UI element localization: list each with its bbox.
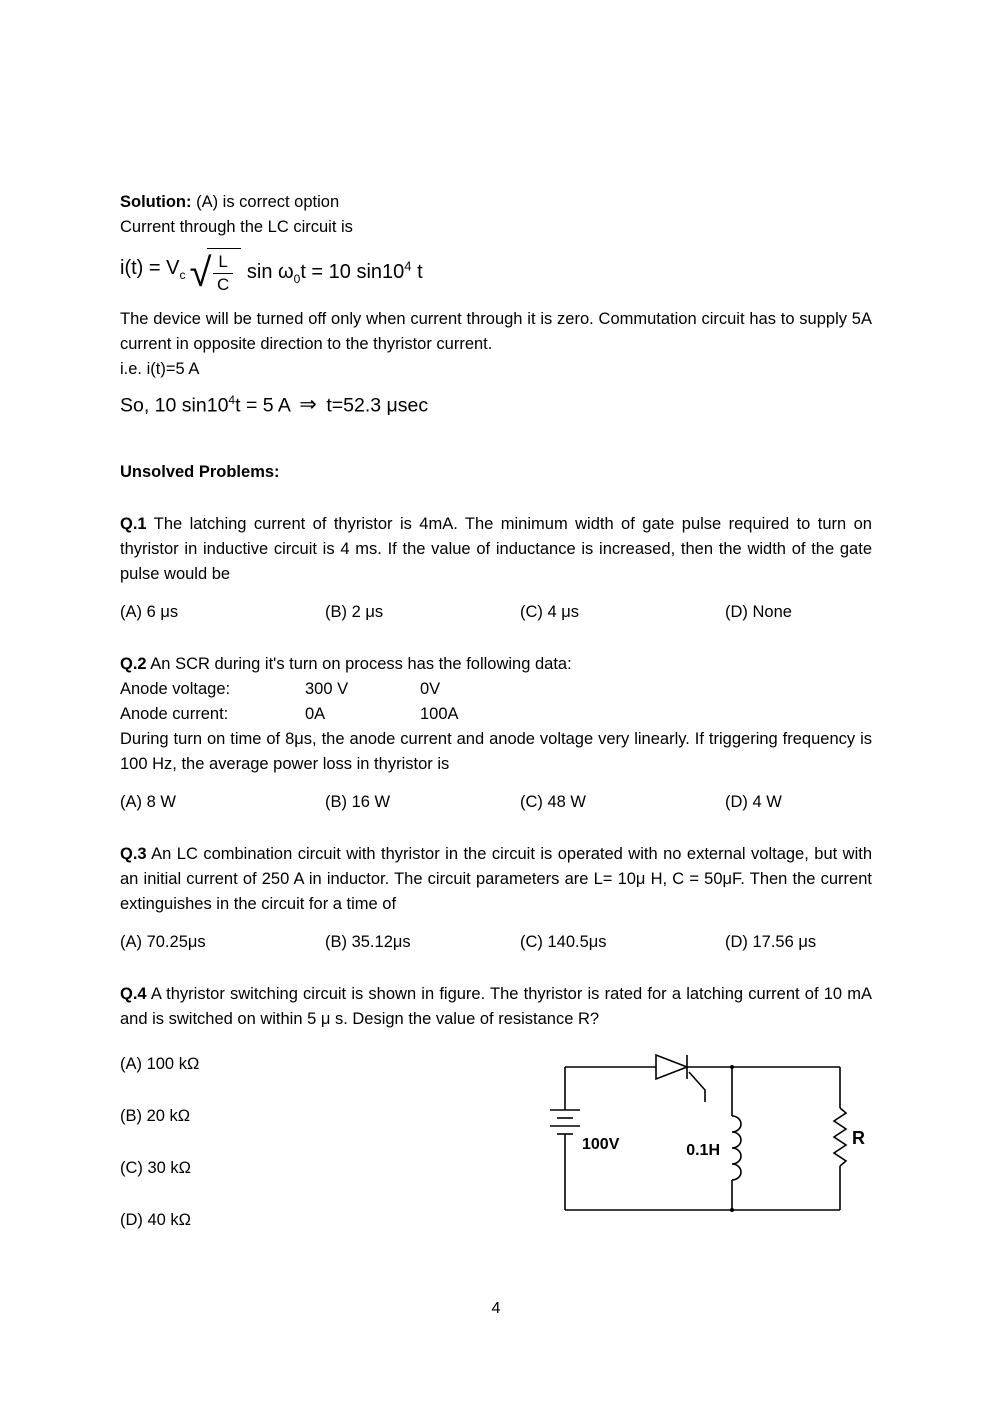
question-2: [120, 652, 872, 815]
scr-data-table: [120, 677, 872, 727]
question-4-options: [120, 1052, 540, 1260]
option-c: (C) 4 μs: [520, 603, 580, 622]
question-4-number: Q.4: [120, 985, 147, 1004]
solution-intro: (A) is correct option: [191, 193, 340, 211]
option-d: (D) None: [725, 603, 792, 622]
solution-result-line: So, 10 $\sin 10^4t = 5$ A ⇒ t=52.3 μsec: [120, 392, 429, 417]
formula-lhs: $i(t) = V_c$: [120, 257, 186, 283]
option-b: (B) 20 kΩ: [120, 1107, 191, 1126]
question-1: [120, 512, 872, 625]
circuit-diagram: [540, 1052, 890, 1224]
option-a: (A) 8 W: [120, 793, 176, 812]
question-2-paragraph: During turn on time of 8μs, the anode current and anode voltage very linearly. If triggering frequency is 100 Hz, the average power loss in thyristor is: [120, 730, 872, 774]
thyristor-icon: [565, 1055, 840, 1102]
question-4-text: Q.4 A thyristor switching circuit is shown in figure. The thyristor is rated for a latching current of 10 mA and is switched on within 5 μ s. Design the value of resistance R?: [120, 985, 872, 1029]
option-c: (C) 140.5μs: [520, 933, 607, 952]
formula-rhs: $\sin \omega_0t = 10$ $\sin 10^4$ t: [246, 257, 423, 286]
option-c: (C) 30 kΩ: [120, 1159, 192, 1178]
table-row: Anode current: 0A 100A: [120, 705, 459, 724]
battery-icon: [550, 1067, 580, 1210]
solution-ie-line: i.e. i(t)=5 A: [120, 359, 200, 378]
option-d: (D) 40 kΩ: [120, 1211, 192, 1230]
question-1-text: Q.1 The latching current of thyristor is 4mA. The minimum width of gate pulse required to turn on thyristor in inductive circuit is 4 ms. If the value of inductance is increased, then the width of the gate pulse would be: [120, 515, 872, 584]
question-1-options: [120, 600, 872, 625]
solution-line2: Current through the LC circuit is: [120, 218, 353, 236]
option-c: (C) 48 W: [520, 793, 586, 812]
question-3-options: [120, 930, 872, 955]
junction-dot: [730, 1208, 734, 1212]
option-b: (B) 2 μs: [325, 603, 384, 622]
option-a: (A) 100 kΩ: [120, 1055, 200, 1074]
question-2-number: Q.2: [120, 655, 147, 674]
inductance-label: 0.1H: [686, 1142, 720, 1160]
unsolved-problems-heading: Unsolved Problems:: [120, 463, 280, 482]
solution-formula: [120, 248, 872, 297]
question-3-number: Q.3: [120, 845, 147, 864]
option-a: (A) 6 μs: [120, 603, 179, 622]
option-b: (B) 35.12μs: [325, 933, 411, 952]
page-number: 4: [491, 1300, 501, 1317]
solution-heading-line: [120, 190, 872, 215]
option-b: (B) 16 W: [325, 793, 391, 812]
question-2-intro: Q.2 An SCR during it's turn on process has the following data:: [120, 655, 572, 674]
inductor-icon: [732, 1067, 741, 1210]
solution-label: Solution:: [120, 193, 192, 211]
question-1-number: Q.1: [120, 515, 147, 534]
voltage-label: 100V: [582, 1136, 620, 1154]
circuit-figure: [540, 1052, 890, 1224]
sqrt-icon: √: [189, 251, 212, 296]
table-row: Anode voltage: 300 V 0V: [120, 680, 441, 699]
resistor-label: R: [852, 1128, 865, 1149]
question-4: [120, 982, 872, 1260]
resistor-icon: [834, 1067, 846, 1210]
solution-paragraph: The device will be turned off only when current through it is zero. Commutation circuit has to supply 5A current in opposite direction to the thyristor current.: [120, 309, 872, 353]
option-a: (A) 70.25μs: [120, 933, 206, 952]
implies-icon: ⇒: [299, 393, 317, 417]
option-d: (D) 17.56 μs: [725, 933, 817, 952]
formula-radicand: $\frac{L}{C}$: [207, 248, 240, 297]
option-d: (D) 4 W: [725, 793, 782, 812]
junction-dot: [730, 1065, 734, 1069]
question-3-text: Q.3 An LC combination circuit with thyristor in the circuit is operated with no external voltage, but with an initial current of 250 A in inductor. The circuit parameters are L= 10μ H, C = 50μF. Then the current extinguishes in the circuit for a time of: [120, 845, 872, 914]
question-3: [120, 842, 872, 955]
question-2-options: [120, 790, 872, 815]
